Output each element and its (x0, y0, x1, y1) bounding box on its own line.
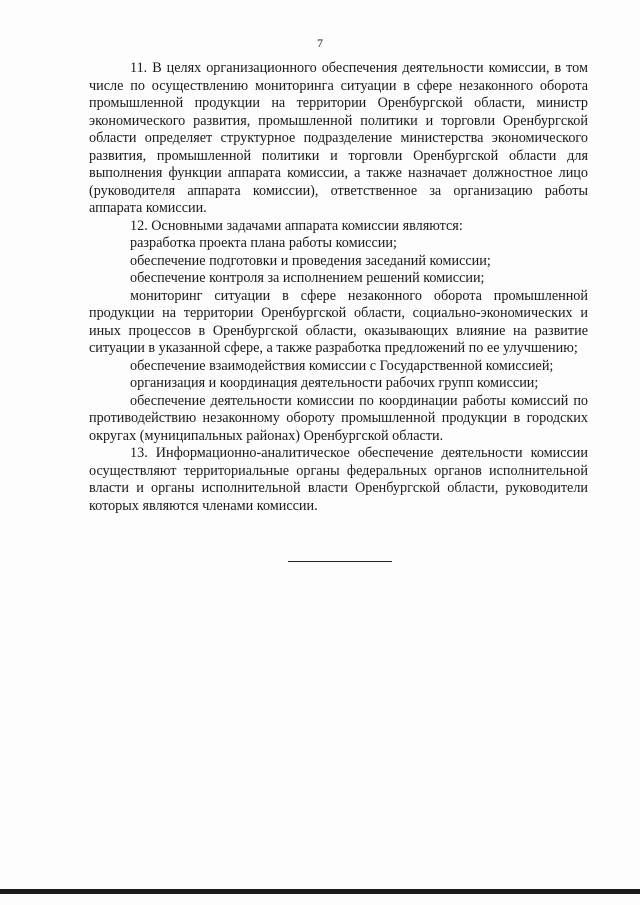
paragraph-13: 13. Информационно-аналитическое обеспечение деятельности комиссии осуществляют территориальные органы федеральных органов исполнительной власти и органы исполнительной власти Оренбургской области, руководители которых являются членами комиссии. (89, 445, 588, 514)
document-body (89, 60, 588, 515)
task-item-plan: разработка проекта плана работы комиссии; (130, 235, 397, 251)
paragraph-11: 11. В целях организационного обеспечения деятельности комиссии, в том числе по осуществлению мониторинга ситуации в сфере незаконного оборота промышленной продукции на территории Оренбургской области, министр экономического развития, промышленной политики и торговли Оренбургской области определяет структурное подразделение министерства экономического развития, промышленной политики и торговли Оренбургской области для выполнения функции аппарата комиссии, а также назначает должностное лицо (руководителя аппарата комиссии), ответственное за организацию работы аппарата комиссии. (89, 60, 588, 216)
task-item-interaction: обеспечение взаимодействия комиссии с Государственной комиссией; (130, 357, 554, 374)
task-item-working-groups: организация и координация деятельности рабочих групп комиссии; (130, 375, 539, 391)
paragraph-12-heading: 12. Основными задачами аппарата комиссии являются: (130, 217, 463, 234)
scan-bottom-edge (0, 889, 640, 894)
page-number: 7 (317, 36, 323, 50)
task-item-coordination: обеспечение деятельности комиссии по координации работы комиссий по противодействию незаконному обороту промышленной продукции в городских округах (муниципальных районах) Оренбургской области. (89, 392, 588, 444)
task-item-monitoring: мониторинг ситуации в сфере незаконного оборота промышленной продукции на территории Оренбургской области, социально-экономических и иных процессов в Оренбургской области, оказывающих влияние на развитие ситуации в указанной сфере, а также разработка предложений по ее улучшению; (89, 287, 588, 356)
task-item-control: обеспечение контроля за исполнением решений комиссии; (130, 270, 485, 286)
task-item-meetings: обеспечение подготовки и проведения заседаний комиссии; (130, 252, 491, 269)
end-of-document-rule (288, 561, 392, 562)
